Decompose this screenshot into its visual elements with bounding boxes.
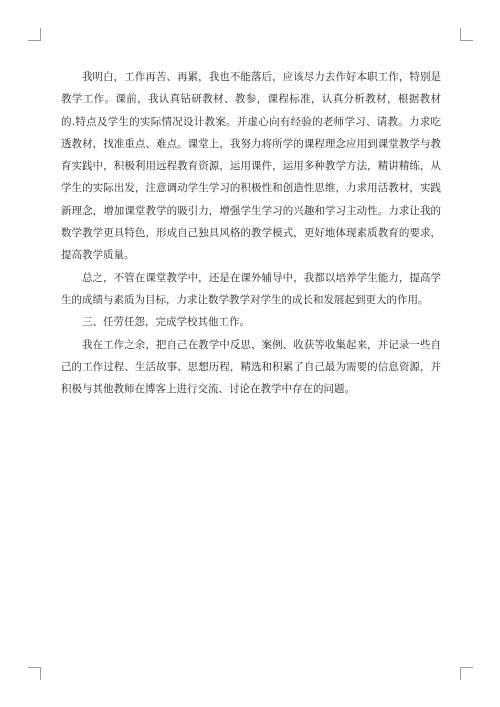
section-heading-other-work: 三、任劳任怨，完成学校其他工作。 — [82, 316, 250, 329]
paragraph-summary: 总之，不管在课堂教学中，还是在课外辅导中，我都以培养学生能力，提高学生的成绩与素质为目标，力求让数学教学对学生的成长和发展起到更大的作用。 — [61, 271, 441, 306]
paragraph-teaching-work: 我明白，工作再苦、再累，我也不能落后，应该尽力去作好本职工作，特别是教学工作。课前，我认真钻研教材、教参，课程标准，认真分析教材，根据教材的.特点及学生的实际情况设计教案。并虚心向有经验的老师学习、请教。力求吃透教材，找准重点、难点。课堂上，我努力将所学的课程理念应用到课堂教学与教育实践中，积极利用远程教育资源，运用课件，运用多种教学方法，精讲精练，从学生的实际出发，注意调动学生学习的积极性和创造性思维，力求用活教材，实践新理念，增加课堂教学的吸引力，增强学生学习的兴趣和学习主动性。力求让我的数学教学更具特色，形成自己独具风格的教学模式，更好地体现素质教育的要求，提高教学质量。 — [61, 71, 441, 262]
crop-mark-bottom-right — [460, 667, 473, 680]
crop-mark-top-left — [28, 28, 41, 41]
crop-mark-bottom-left — [28, 667, 41, 680]
paragraph-reflection: 我在工作之余，把自己在教学中反思、案例、收获等收集起来，并记录一些自己的工作过程、生活故事、思想历程，精选和积累了自己最为需要的信息资源，并积极与其他教师在博客上进行交流、讨论在教学中存在的问题。 — [61, 338, 441, 396]
crop-mark-top-right — [460, 28, 473, 41]
document-body — [61, 66, 441, 400]
